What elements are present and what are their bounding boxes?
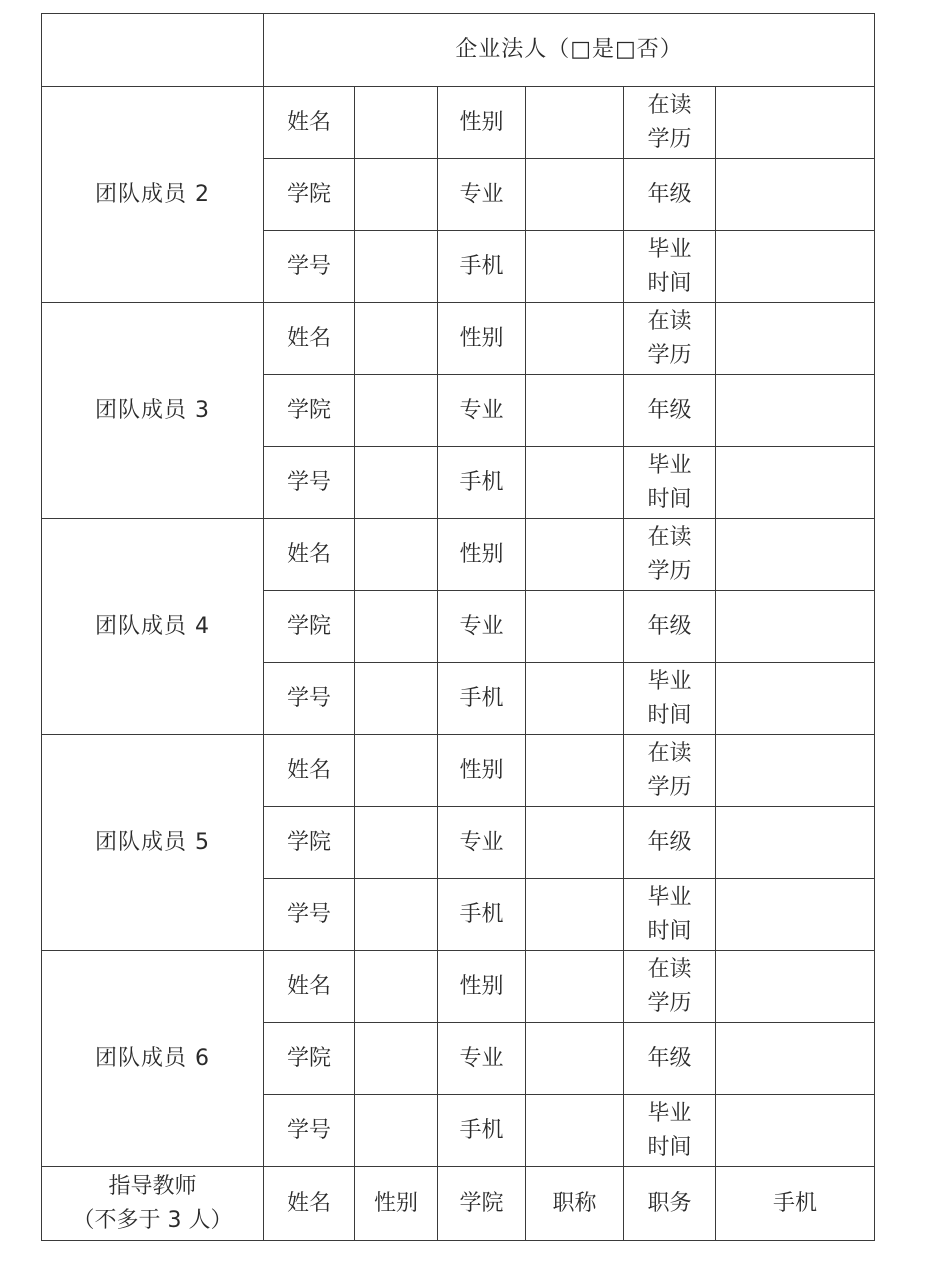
college-label: 学院 (264, 807, 355, 879)
phone-value-cell[interactable] (526, 663, 624, 735)
graduation-value-cell[interactable] (716, 663, 875, 735)
major-value-cell[interactable] (526, 375, 624, 447)
student-id-value-cell[interactable] (355, 663, 438, 735)
major-label: 专业 (438, 591, 526, 663)
advisor-column-header: 职务 (624, 1167, 716, 1241)
degree-label-line2: 学历 (647, 774, 692, 800)
graduation-label-line1: 毕业 (647, 884, 692, 910)
graduation-value-cell[interactable] (716, 231, 875, 303)
phone-value-cell[interactable] (526, 447, 624, 519)
advisor-label-line1: 指导教师 (108, 1173, 197, 1199)
college-value-cell[interactable] (355, 375, 438, 447)
header-row (42, 14, 875, 87)
grade-label: 年级 (624, 375, 716, 447)
member-label: 团队成员 3 (42, 303, 264, 519)
grade-label: 年级 (624, 1023, 716, 1095)
gender-value-cell[interactable] (526, 735, 624, 807)
grade-label: 年级 (624, 807, 716, 879)
student-id-label: 学号 (264, 231, 355, 303)
advisor-column-header: 姓名 (264, 1167, 355, 1241)
college-label: 学院 (264, 375, 355, 447)
college-value-cell[interactable] (355, 807, 438, 879)
phone-value-cell[interactable] (526, 231, 624, 303)
gender-value-cell[interactable] (526, 303, 624, 375)
major-value-cell[interactable] (526, 591, 624, 663)
advisor-column-header: 职称 (526, 1167, 624, 1241)
name-label: 姓名 (264, 303, 355, 375)
gender-label: 性别 (438, 951, 526, 1023)
grade-value-cell[interactable] (716, 1023, 875, 1095)
phone-value-cell[interactable] (526, 1095, 624, 1167)
grade-value-cell[interactable] (716, 375, 875, 447)
graduation-label-line1: 毕业 (647, 668, 692, 694)
phone-label: 手机 (438, 1095, 526, 1167)
gender-label: 性别 (438, 735, 526, 807)
degree-label-line2: 学历 (647, 558, 692, 584)
member-row-name (42, 951, 875, 1023)
name-label: 姓名 (264, 951, 355, 1023)
name-value-cell[interactable] (355, 303, 438, 375)
major-label: 专业 (438, 807, 526, 879)
major-label: 专业 (438, 375, 526, 447)
degree-label-line1: 在读 (647, 956, 692, 982)
major-value-cell[interactable] (526, 1023, 624, 1095)
student-id-label: 学号 (264, 447, 355, 519)
phone-label: 手机 (438, 663, 526, 735)
graduation-value-cell[interactable] (716, 879, 875, 951)
blank-header-cell (42, 14, 264, 87)
degree-value-cell[interactable] (716, 87, 875, 159)
gender-value-cell[interactable] (526, 87, 624, 159)
member-label: 团队成员 5 (42, 735, 264, 951)
name-label: 姓名 (264, 519, 355, 591)
degree-label (624, 951, 716, 1023)
degree-label-line1: 在读 (647, 92, 692, 118)
graduation-label-line2: 时间 (647, 486, 692, 512)
grade-value-cell[interactable] (716, 159, 875, 231)
name-label: 姓名 (264, 87, 355, 159)
graduation-label-line2: 时间 (647, 270, 692, 296)
name-value-cell[interactable] (355, 951, 438, 1023)
member-row-name (42, 735, 875, 807)
gender-label: 性别 (438, 519, 526, 591)
college-label: 学院 (264, 159, 355, 231)
student-id-value-cell[interactable] (355, 447, 438, 519)
degree-value-cell[interactable] (716, 951, 875, 1023)
phone-value-cell[interactable] (526, 879, 624, 951)
advisor-column-header: 学院 (438, 1167, 526, 1241)
major-label: 专业 (438, 159, 526, 231)
member-label: 团队成员 2 (42, 87, 264, 303)
student-id-value-cell[interactable] (355, 879, 438, 951)
degree-value-cell[interactable] (716, 735, 875, 807)
degree-label (624, 735, 716, 807)
graduation-label-line1: 毕业 (647, 452, 692, 478)
member-row-name (42, 519, 875, 591)
major-value-cell[interactable] (526, 159, 624, 231)
phone-label: 手机 (438, 231, 526, 303)
name-value-cell[interactable] (355, 519, 438, 591)
phone-label: 手机 (438, 447, 526, 519)
college-value-cell[interactable] (355, 1023, 438, 1095)
name-label: 姓名 (264, 735, 355, 807)
graduation-label-line1: 毕业 (647, 1100, 692, 1126)
advisor-label (42, 1167, 264, 1241)
graduation-label-line1: 毕业 (647, 236, 692, 262)
college-label: 学院 (264, 591, 355, 663)
graduation-label (624, 447, 716, 519)
grade-label: 年级 (624, 159, 716, 231)
college-label: 学院 (264, 1023, 355, 1095)
degree-label-line1: 在读 (647, 524, 692, 550)
name-value-cell[interactable] (355, 735, 438, 807)
student-id-value-cell[interactable] (355, 231, 438, 303)
degree-label-line1: 在读 (647, 308, 692, 334)
gender-label: 性别 (438, 87, 526, 159)
graduation-label-line2: 时间 (647, 1134, 692, 1160)
graduation-label (624, 1095, 716, 1167)
graduation-value-cell[interactable] (716, 447, 875, 519)
advisor-column-header: 手机 (716, 1167, 875, 1241)
legal-person-cell: 企业法人（□是□否） (264, 14, 875, 87)
grade-label: 年级 (624, 591, 716, 663)
gender-label: 性别 (438, 303, 526, 375)
degree-label-line2: 学历 (647, 126, 692, 152)
grade-value-cell[interactable] (716, 591, 875, 663)
student-id-label: 学号 (264, 1095, 355, 1167)
advisor-column-header: 性别 (355, 1167, 438, 1241)
degree-label (624, 303, 716, 375)
grade-value-cell[interactable] (716, 807, 875, 879)
member-label: 团队成员 4 (42, 519, 264, 735)
degree-label-line2: 学历 (647, 342, 692, 368)
graduation-label-line2: 时间 (647, 702, 692, 728)
major-label: 专业 (438, 1023, 526, 1095)
gender-value-cell[interactable] (526, 519, 624, 591)
graduation-value-cell[interactable] (716, 1095, 875, 1167)
graduation-label (624, 231, 716, 303)
gender-value-cell[interactable] (526, 951, 624, 1023)
degree-label-line2: 学历 (647, 990, 692, 1016)
member-label: 团队成员 6 (42, 951, 264, 1167)
degree-value-cell[interactable] (716, 303, 875, 375)
degree-value-cell[interactable] (716, 519, 875, 591)
major-value-cell[interactable] (526, 807, 624, 879)
registration-form-table (41, 13, 875, 1241)
phone-label: 手机 (438, 879, 526, 951)
member-row-name (42, 303, 875, 375)
degree-label-line1: 在读 (647, 740, 692, 766)
advisor-row (42, 1167, 875, 1241)
degree-label (624, 87, 716, 159)
graduation-label (624, 879, 716, 951)
student-id-label: 学号 (264, 879, 355, 951)
advisor-label-line2: （不多于 3 人） (72, 1207, 233, 1233)
name-value-cell[interactable] (355, 87, 438, 159)
graduation-label (624, 663, 716, 735)
member-row-name (42, 87, 875, 159)
graduation-label-line2: 时间 (647, 918, 692, 944)
college-value-cell[interactable] (355, 591, 438, 663)
student-id-label: 学号 (264, 663, 355, 735)
student-id-value-cell[interactable] (355, 1095, 438, 1167)
degree-label (624, 519, 716, 591)
college-value-cell[interactable] (355, 159, 438, 231)
